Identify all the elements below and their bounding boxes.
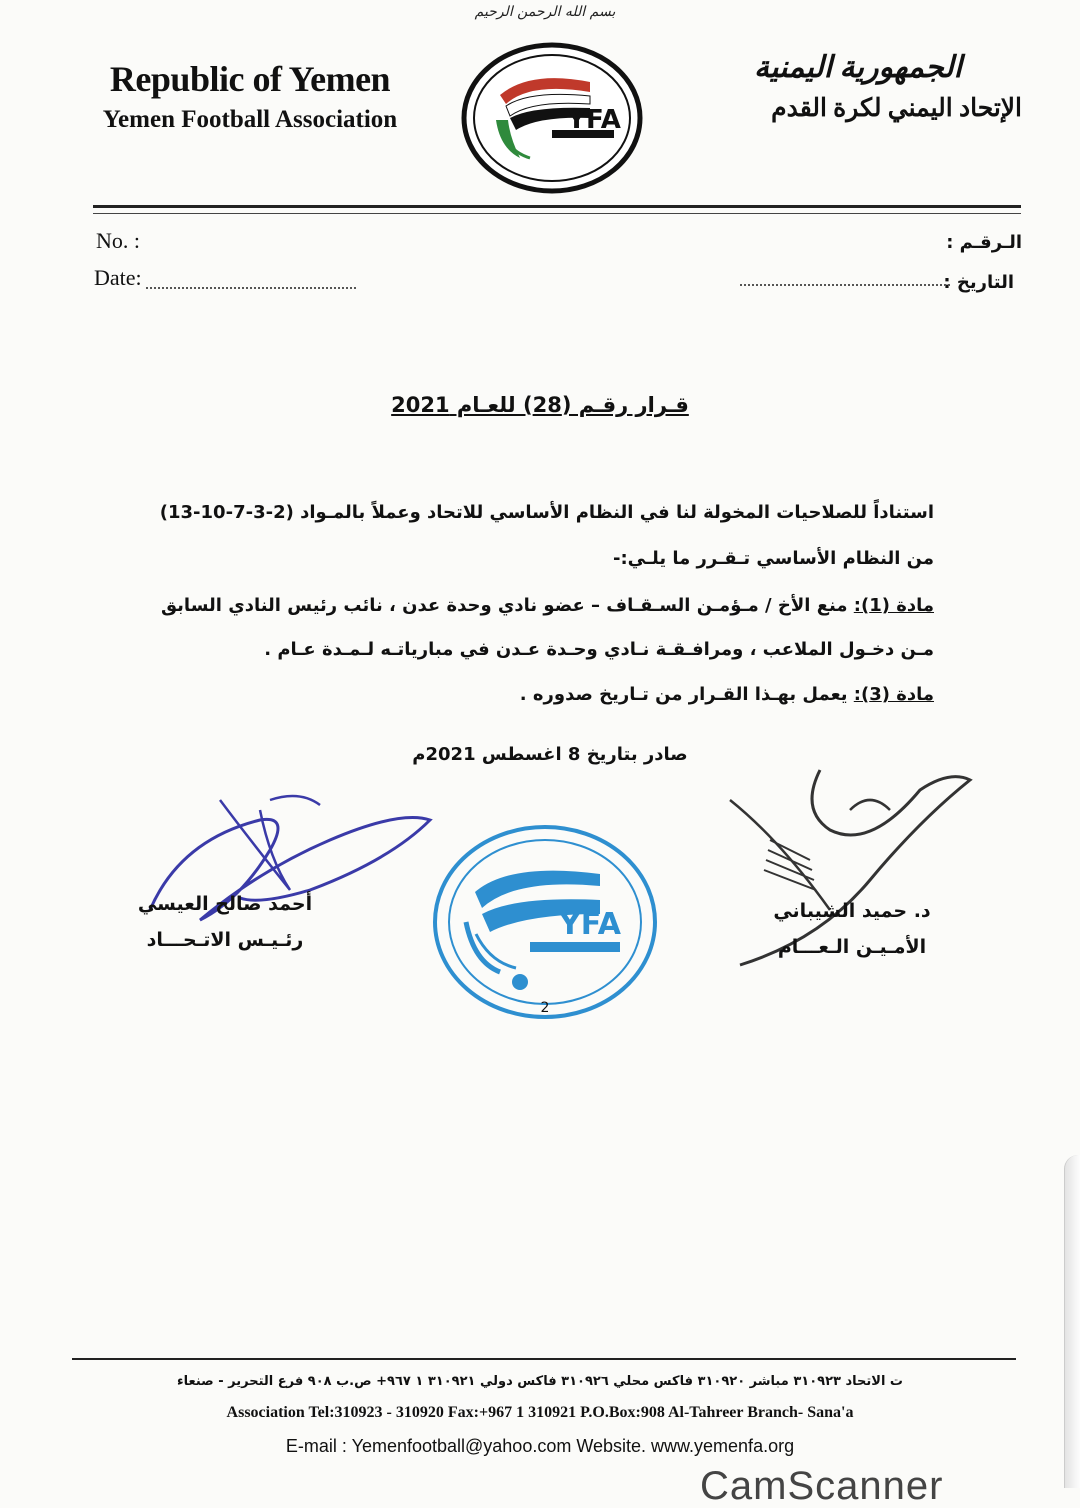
page-curl — [1064, 1155, 1080, 1488]
arabic-date-fill-line — [740, 284, 950, 286]
header-divider — [93, 205, 1021, 214]
date-fill-line — [146, 287, 356, 289]
date-label: Date: — [94, 265, 142, 290]
article-3-label: مادة (3): — [853, 684, 934, 705]
arabic-country-name: الجمهورية اليمنية — [754, 51, 962, 84]
article-1-cont: مـن دخـول الملاعب ، ومرافـقـة نـادي وحـدة عـدن في مبارياتـه لـمـدة عـام . — [264, 639, 934, 660]
article-1-label: مادة (1): — [853, 595, 934, 616]
english-contact-info: Association Tel:310923 - 310920 Fax:+967 1 310921 P.O.Box:908 Al-Tahreer Branch- Sana'a — [226, 1404, 854, 1421]
stamp-text: YFA — [559, 907, 621, 942]
article-3 — [520, 684, 934, 705]
article-1-text: منع الأخ / مـؤمـن السـقـاف – عضو نادي وحدة عدن ، نائب رئيس النادي السابق — [160, 595, 854, 616]
reference-number-label: No. : — [96, 228, 140, 253]
decision-preamble-cont: من النظام الأساسي تـقـرر ما يلـي:- — [612, 548, 934, 569]
arabic-contact-info: ت الاتحاد ٣١٠٩٢٣ مباشر ٣١٠٩٢٠ فاكس محلي ٣١٠٩٢٦ فاكس دولي ٣١٠٩٢١ ١ ٩٦٧+ ص.ب ٩٠٨ فرع التحرير - صنعاء — [176, 1374, 903, 1389]
issue-date: صادر بتاريخ 8 اغسطس 2021م — [412, 744, 688, 765]
president-title: رئـيـس الاتـحـــاد — [146, 929, 304, 951]
article-3-text: يعمل بهـذا القـرار من تـاريخ صدوره . — [519, 684, 854, 705]
scanner-watermark: CamScanner — [700, 1464, 944, 1508]
logo-text: YFA — [567, 105, 621, 135]
stamp-number: 2 — [540, 1000, 550, 1016]
arabic-letterhead — [692, 50, 1022, 123]
decision-title: قـرار رقـم (28) للعـام 2021 — [391, 393, 689, 417]
email-website-info: E-mail : Yemenfootball@yahoo.com Website. www.yemenfa.org — [285, 1436, 795, 1456]
decision-preamble: استناداً للصلاحيات المخولة لنا في النظام الأساسي للاتحاد وعملاً بالمـواد (2-3-7-10-13) — [159, 502, 934, 523]
arabic-number-label: الـرقـم : — [946, 232, 1022, 253]
arabic-association-name: الإتحاد اليمني لكرة القدم — [771, 95, 1022, 122]
president-name: أحمد صالح العيسي — [137, 893, 313, 915]
basmala: بسم الله الرحمن الرحيم — [474, 4, 616, 20]
english-country-name: Republic of Yemen — [109, 59, 391, 99]
arabic-date-label: التاريخ : — [943, 272, 1014, 293]
secretary-title: الأمـيـن الـعـــام — [777, 936, 927, 958]
english-association-name: Yemen Football Association — [102, 106, 398, 133]
secretary-name: د. حميد الشيباني — [773, 900, 931, 922]
yfa-logo-icon — [460, 40, 645, 195]
footer-divider — [72, 1358, 1016, 1360]
official-stamp-icon — [430, 822, 660, 1022]
article-1 — [161, 595, 934, 616]
english-letterhead — [90, 58, 410, 134]
